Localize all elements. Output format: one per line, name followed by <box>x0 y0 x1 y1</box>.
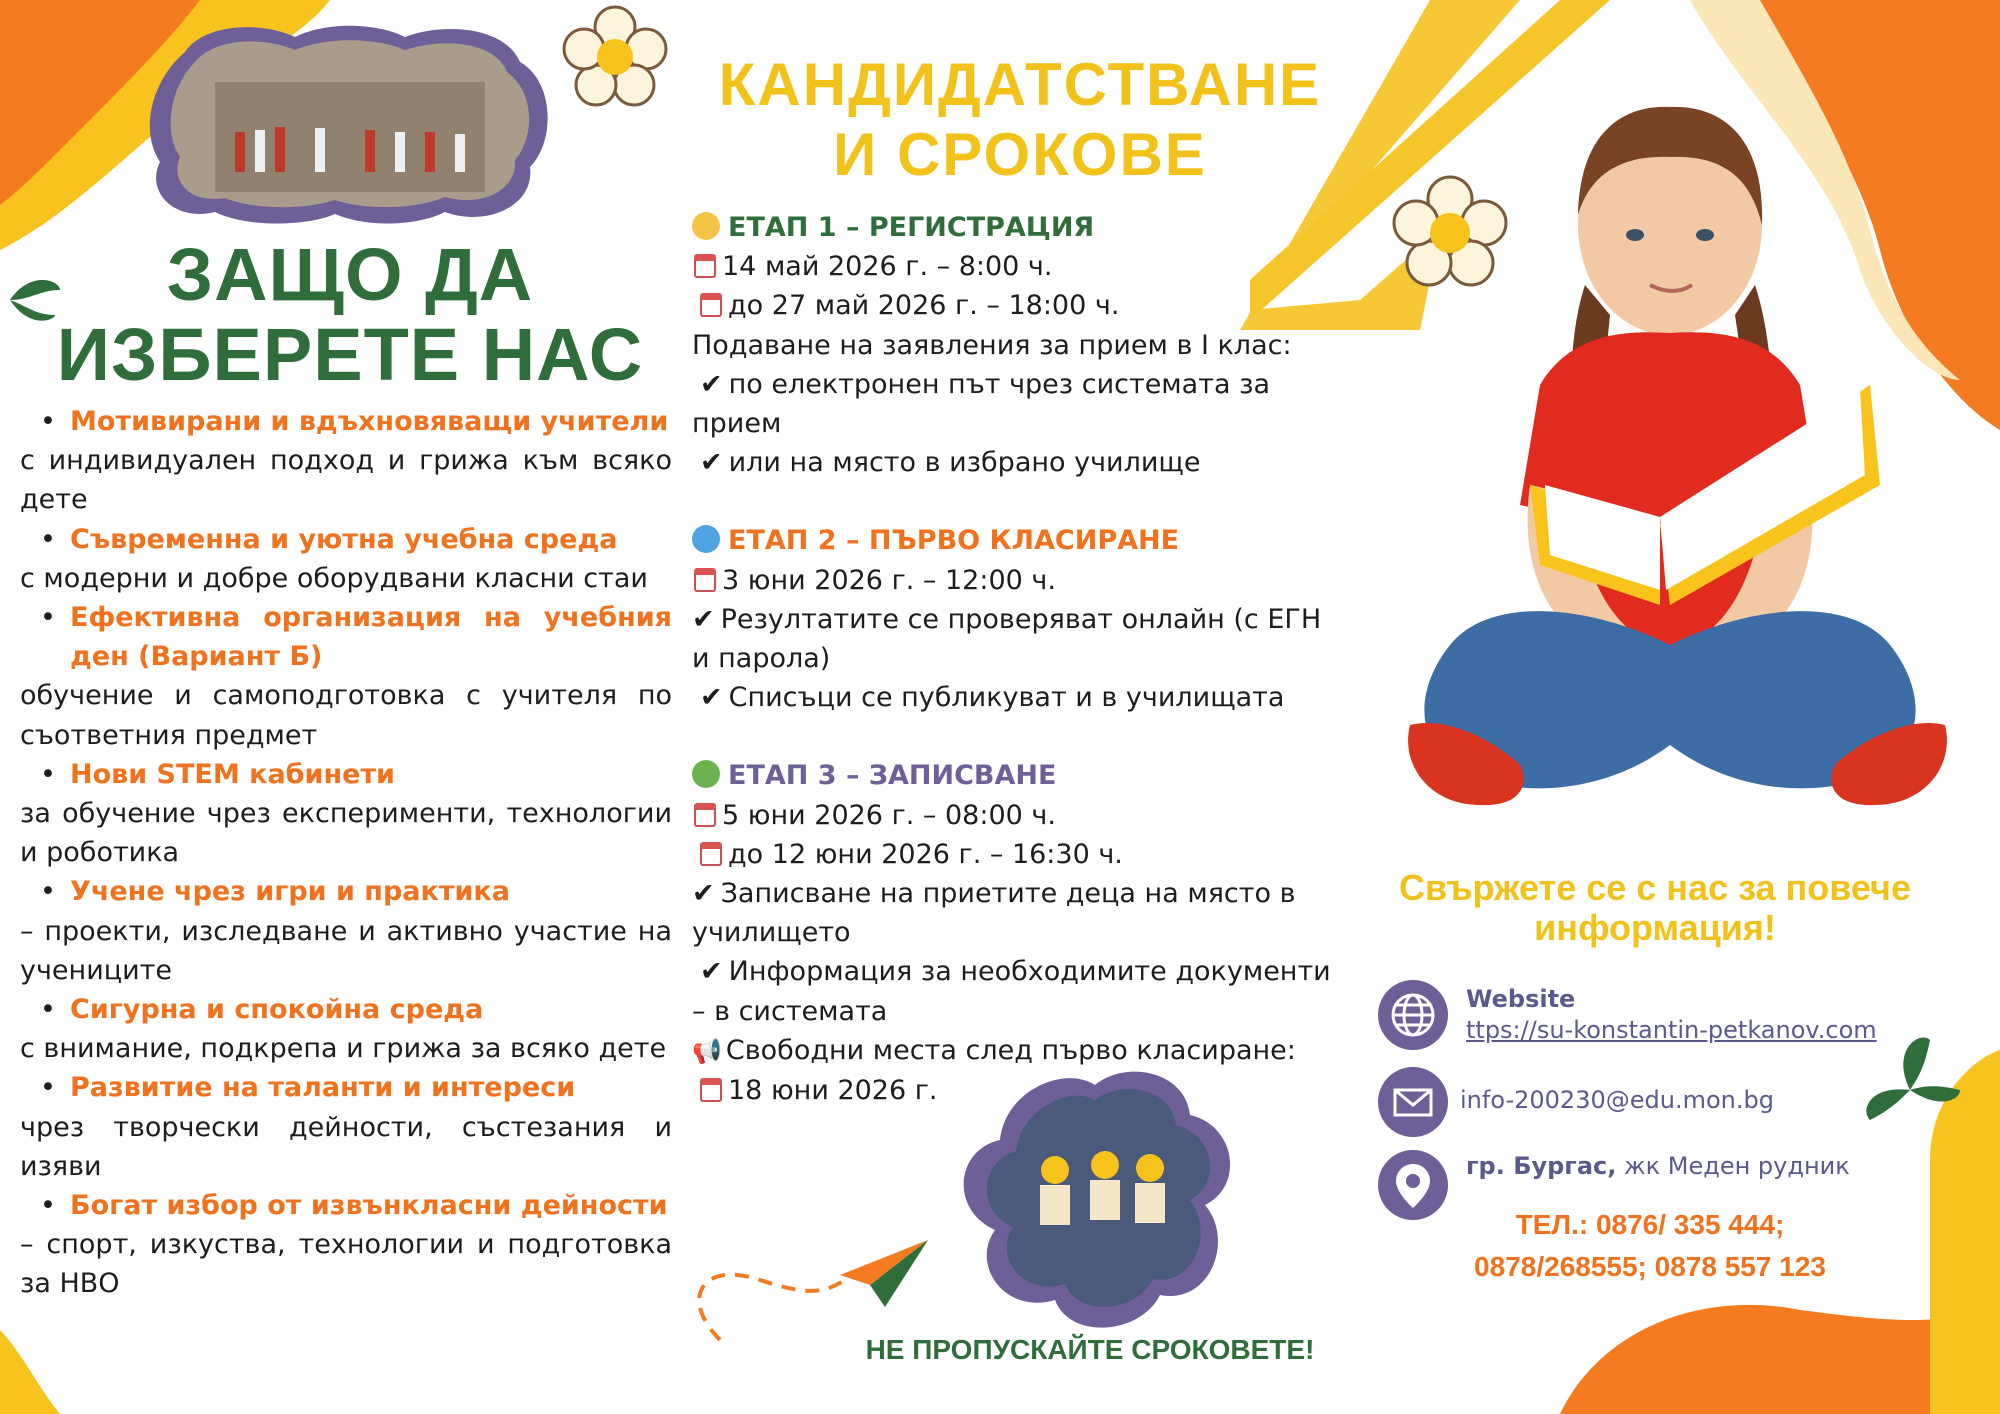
deadline-note: НЕ ПРОПУСКАЙТЕ СРОКОВЕТЕ! <box>865 1334 1315 1365</box>
benefit-item <box>20 872 672 990</box>
check-icon: ✔ <box>692 603 715 635</box>
check-icon: ✔ <box>700 368 723 400</box>
benefit-heading: • Богат избор от извънкласни дейности <box>20 1186 672 1225</box>
yellow-circle-icon <box>692 212 720 240</box>
benefit-item <box>20 1068 672 1186</box>
contact-title-line1: Свържете се с нас за повече <box>1399 867 1911 908</box>
benefit-heading: • Развитие на таланти и интереси <box>20 1068 672 1107</box>
stage-2-heading <box>692 521 1342 560</box>
megaphone-icon: 📢 <box>692 1036 722 1065</box>
benefit-description: – спорт, изкуства, технологии и подготовка за НВО <box>20 1229 672 1300</box>
stage-2-check-1 <box>692 600 1342 678</box>
date-text: 14 май 2026 г. – 8:00 ч. <box>722 251 1053 283</box>
mail-icon <box>1378 1067 1448 1137</box>
date-text: 5 юни 2026 г. – 08:00 ч. <box>722 799 1056 831</box>
phone-line-1[interactable]: ТЕЛ.: 0876/ 335 444; <box>1515 1209 1785 1240</box>
benefits-list <box>20 402 672 1304</box>
benefit-item <box>20 755 672 873</box>
stage-1-intro: Подаване на заявления за прием в I клас: <box>692 329 1292 361</box>
benefit-item <box>20 990 672 1068</box>
benefit-description: чрез творчески дейности, състезания и изяви <box>20 1111 672 1182</box>
leaf-icon <box>1850 1030 1970 1150</box>
stage-3 <box>692 756 1342 1110</box>
date-text: 3 юни 2026 г. – 12:00 ч. <box>722 564 1056 596</box>
calendar-icon <box>694 568 716 592</box>
check-icon: ✔ <box>700 447 723 479</box>
stage-2-title: ЕТАП 2 – ПЪРВО КЛАСИРАНЕ <box>728 525 1180 557</box>
stage-3-title: ЕТАП 3 – ЗАПИСВАНЕ <box>728 760 1057 792</box>
stage-1-date-from <box>692 247 1342 286</box>
benefit-heading: • Сигурна и спокойна среда <box>20 990 672 1029</box>
stage-3-check-1 <box>692 874 1342 952</box>
free-places-text: Свободни места след първо класиране: <box>725 1034 1296 1066</box>
email-link[interactable]: info-200230@edu.mon.bg <box>1460 1086 1774 1114</box>
benefit-description: с индивидуален подход и грижа към всяко дете <box>20 445 672 516</box>
benefit-heading: • Мотивирани и вдъхновяващи учители <box>20 402 672 441</box>
calendar-icon <box>694 254 716 278</box>
stage-1-date-to <box>692 286 1342 325</box>
flower-icon <box>560 5 670 110</box>
girl-reading-illustration <box>1370 85 1985 835</box>
stage-3-heading <box>692 756 1342 795</box>
benefit-item <box>20 598 672 755</box>
contact-title <box>1330 868 1980 948</box>
stage-2-date <box>692 561 1342 600</box>
website-label: Website <box>1466 985 1576 1013</box>
date-text: до 27 май 2026 г. – 18:00 ч. <box>728 290 1120 322</box>
benefit-description: с модерни и добре оборудвани класни стаи <box>20 562 648 594</box>
main-title-line2: И СРОКОВЕ <box>833 121 1207 188</box>
why-choose-us-title <box>30 235 670 395</box>
website-link[interactable]: ttps://su-konstantin-petkanov.com <box>1466 1016 1877 1044</box>
school-event-photo <box>145 22 550 227</box>
check-text: Списъци се публикуват и в училищата <box>728 682 1285 714</box>
stage-3-date-from <box>692 796 1342 835</box>
stage-1-title: ЕТАП 1 – РЕГИСТРАЦИЯ <box>728 212 1095 243</box>
why-title-line1: ЗАЩО ДА <box>166 233 534 316</box>
calendar-icon <box>700 293 722 317</box>
check-icon: ✔ <box>700 956 723 988</box>
check-text: Информация за необходимите документи – в системата <box>692 956 1331 1027</box>
benefit-item <box>20 1186 672 1304</box>
main-title <box>690 50 1350 190</box>
phone-line-2[interactable]: 0878/268555; 0878 557 123 <box>1474 1251 1826 1282</box>
green-circle-icon <box>692 760 720 788</box>
benefit-description: обучение и самоподготовка с учителя по съответния предмет <box>20 680 672 751</box>
date-text: до 12 юни 2026 г. – 16:30 ч. <box>728 838 1123 870</box>
stage-2-check-2 <box>692 678 1342 717</box>
paper-plane-icon <box>840 1235 930 1310</box>
stage-1-check-1 <box>692 365 1342 443</box>
benefit-heading: • Учене чрез игри и практика <box>20 872 672 911</box>
stage-1-check-2 <box>692 443 1342 482</box>
check-text: Записване на приетите деца на място в училището <box>692 878 1296 949</box>
calendar-icon <box>700 1078 722 1102</box>
address-city: гр. Бургас, <box>1466 1152 1617 1180</box>
check-text: Резултатите се проверяват онлайн (с ЕГН и парола) <box>692 603 1322 675</box>
address-district: жк Меден рудник <box>1616 1152 1850 1180</box>
benefit-heading: • Нови STEM кабинети <box>20 755 672 794</box>
check-icon: ✔ <box>692 878 715 910</box>
stage-2 <box>692 521 1342 717</box>
benefit-heading: • Ефективна организация на учебния ден (Вариант Б) <box>20 598 672 676</box>
stage-3-date-to <box>692 835 1342 874</box>
phone-numbers <box>1400 1204 1900 1288</box>
benefit-description: за обучение чрез експерименти, технологии и роботика <box>20 798 672 869</box>
check-text: или на място в избрано училище <box>728 447 1201 479</box>
stage-1 <box>692 208 1342 482</box>
stages-section <box>692 208 1342 1149</box>
check-icon: ✔ <box>700 682 723 714</box>
benefit-heading: • Съвременна и уютна учебна среда <box>20 520 672 559</box>
stage-3-check-2 <box>692 952 1342 1030</box>
students-certificates-photo <box>950 1065 1240 1335</box>
calendar-icon <box>694 803 716 827</box>
date-text: 18 юни 2026 г. <box>728 1075 938 1107</box>
contact-title-line2: информация! <box>1534 907 1776 948</box>
benefit-description: – проекти, изследване и активно участие на учениците <box>20 915 672 986</box>
benefit-item <box>20 402 672 520</box>
benefit-item <box>20 520 672 598</box>
why-title-line2: ИЗБЕРЕТЕ НАС <box>56 313 644 396</box>
benefit-description: с внимание, подкрепа и грижа за всяко дете <box>20 1033 667 1065</box>
stage-1-heading <box>692 208 1342 247</box>
address <box>1466 1152 1850 1180</box>
calendar-icon <box>700 842 722 866</box>
check-text: по електронен път чрез системата за прием <box>692 368 1270 440</box>
blue-circle-icon <box>692 525 720 553</box>
main-title-line1: КАНДИДАТСТВАНЕ <box>718 51 1322 118</box>
globe-icon <box>1378 980 1448 1050</box>
